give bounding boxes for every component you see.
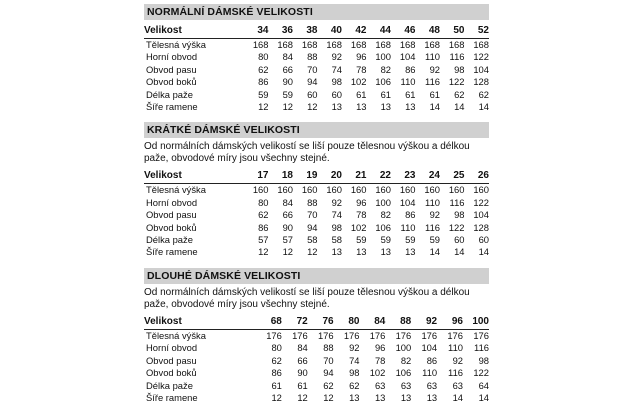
value-cell: 59 [258, 88, 269, 100]
value-cell: 176 [421, 329, 438, 341]
header-label: Velikost [144, 315, 182, 327]
value-cell: 62 [323, 379, 334, 391]
value-cell: 110 [425, 51, 440, 63]
value-cell: 13 [426, 391, 438, 403]
value-cell: 61 [429, 88, 440, 100]
table-row [144, 246, 489, 258]
value-cell: 80 [258, 196, 269, 208]
value-cell: 176 [395, 329, 412, 341]
section-title: DLOUHÉ DÁMSKÉ VELIKOSTI [144, 268, 489, 284]
row-label: Délka paže [146, 88, 193, 100]
value-cell: 104 [473, 63, 489, 75]
value-cell: 84 [282, 196, 293, 208]
value-cell: 60 [307, 88, 318, 100]
size-header-cell: 96 [451, 315, 463, 327]
section-description: Od normálních dámských velikostí se liší pouze tělesnou výškou a délkou paže, obvodové míry jsou všechny stejné. [144, 141, 470, 165]
table-row [144, 51, 489, 63]
value-cell: 160 [424, 184, 440, 196]
value-cell: 78 [356, 209, 367, 221]
value-cell: 104 [473, 209, 489, 221]
value-cell: 62 [454, 88, 465, 100]
size-header-cell: 84 [374, 315, 386, 327]
value-cell: 110 [400, 221, 416, 233]
value-cell: 100 [395, 342, 412, 354]
value-cell: 116 [425, 76, 440, 88]
row-label: Šíře ramene [146, 391, 198, 403]
value-cell: 98 [454, 63, 465, 75]
size-header-cell: 80 [348, 315, 360, 327]
value-cell: 122 [448, 76, 465, 88]
value-cell: 160 [375, 184, 391, 196]
value-cell: 14 [429, 246, 440, 258]
value-cell: 59 [429, 234, 440, 246]
value-cell: 64 [478, 379, 489, 391]
value-cell: 78 [356, 63, 367, 75]
value-cell: 92 [331, 51, 342, 63]
value-cell: 86 [405, 63, 416, 75]
section-normal [144, 4, 489, 113]
table-row [144, 329, 489, 342]
value-cell: 12 [258, 101, 269, 113]
table-row [144, 39, 489, 52]
row-label: Horní obvod [146, 342, 198, 354]
header-label: Velikost [144, 25, 182, 36]
value-cell: 116 [449, 51, 465, 63]
table-row [144, 89, 489, 101]
value-cell: 12 [307, 246, 318, 258]
value-cell: 59 [405, 234, 416, 246]
value-cell: 92 [349, 342, 360, 354]
value-cell: 110 [400, 76, 416, 88]
value-cell: 57 [282, 234, 293, 246]
size-header-cell: 38 [306, 25, 318, 36]
size-header-cell: 46 [404, 25, 416, 36]
value-cell: 98 [331, 76, 342, 88]
value-cell: 96 [356, 51, 367, 63]
size-header-cell: 18 [281, 170, 293, 182]
value-cell: 62 [258, 63, 269, 75]
value-cell: 13 [374, 391, 386, 403]
size-header-cell: 21 [355, 170, 367, 182]
size-header-cell: 50 [453, 25, 465, 36]
value-cell: 104 [421, 342, 438, 354]
value-cell: 60 [331, 88, 342, 100]
value-cell: 98 [454, 209, 465, 221]
value-cell: 13 [400, 391, 412, 403]
value-cell: 168 [301, 39, 318, 50]
value-cell: 168 [375, 39, 391, 50]
value-cell: 86 [426, 354, 438, 366]
value-cell: 106 [375, 76, 391, 88]
value-cell: 176 [292, 329, 308, 341]
value-cell: 102 [350, 221, 367, 233]
value-cell: 176 [317, 329, 334, 341]
value-cell: 80 [258, 51, 269, 63]
value-cell: 80 [271, 342, 282, 354]
size-header-cell: 68 [270, 315, 282, 327]
value-cell: 86 [258, 76, 269, 88]
row-label: Horní obvod [146, 196, 198, 208]
table-row [144, 234, 489, 246]
value-cell: 110 [425, 196, 440, 208]
value-cell: 168 [326, 39, 342, 50]
value-cell: 168 [448, 39, 465, 50]
table-body [144, 314, 489, 404]
value-cell: 88 [307, 196, 318, 208]
row-label: Délka paže [146, 379, 193, 391]
row-label: Horní obvod [146, 51, 198, 63]
value-cell: 13 [380, 246, 391, 258]
value-cell: 160 [252, 184, 269, 196]
size-header-cell: 22 [379, 170, 391, 182]
size-header-cell: 19 [306, 170, 318, 182]
size-header-cell: 34 [257, 25, 269, 36]
value-cell: 160 [326, 184, 342, 196]
section-title: KRÁTKÉ DÁMSKÉ VELIKOSTI [144, 122, 489, 138]
value-cell: 59 [282, 88, 293, 100]
size-header-cell: 36 [281, 25, 293, 36]
value-cell: 66 [282, 209, 293, 221]
value-cell: 61 [405, 88, 416, 100]
value-cell: 160 [350, 184, 367, 196]
value-cell: 74 [331, 209, 342, 221]
header-row [144, 23, 489, 39]
size-table [144, 23, 489, 113]
value-cell: 86 [271, 367, 282, 379]
value-cell: 13 [380, 101, 391, 113]
value-cell: 61 [271, 379, 282, 391]
value-cell: 82 [380, 209, 391, 221]
value-cell: 176 [473, 329, 489, 341]
value-cell: 106 [395, 367, 412, 379]
value-cell: 98 [349, 367, 360, 379]
value-cell: 14 [478, 101, 489, 113]
row-label: Tělesná výška [146, 329, 206, 341]
table-row [144, 184, 489, 197]
value-cell: 176 [369, 329, 386, 341]
value-cell: 116 [449, 196, 465, 208]
size-header-cell: 26 [477, 170, 489, 182]
section-description: Od normálních dámských velikostí se liší pouze tělesnou výškou a délkou paže, obvodové míry jsou všechny stejné. [144, 286, 470, 310]
value-cell: 62 [271, 354, 282, 366]
value-cell: 57 [258, 234, 269, 246]
row-label: Obvod boků [146, 221, 197, 233]
value-cell: 90 [282, 76, 293, 88]
value-cell: 160 [301, 184, 318, 196]
table-row [144, 209, 489, 221]
header-row [144, 168, 489, 184]
value-cell: 168 [350, 39, 367, 50]
value-cell: 100 [375, 51, 391, 63]
size-header-cell: 76 [322, 315, 334, 327]
value-cell: 12 [323, 391, 334, 403]
table-row [144, 367, 489, 379]
value-cell: 92 [429, 209, 440, 221]
value-cell: 13 [331, 246, 342, 258]
value-cell: 62 [258, 209, 269, 221]
size-chart [144, 0, 489, 404]
value-cell: 116 [448, 367, 463, 379]
table-row [144, 197, 489, 209]
table-body [144, 168, 489, 258]
value-cell: 61 [297, 379, 308, 391]
size-header-cell: 42 [355, 25, 367, 36]
value-cell: 62 [349, 379, 360, 391]
value-cell: 13 [356, 101, 367, 113]
value-cell: 94 [307, 221, 318, 233]
section-title: NORMÁLNÍ DÁMSKÉ VELIKOSTI [144, 4, 489, 20]
value-cell: 63 [426, 379, 438, 391]
row-label: Obvod boků [146, 367, 197, 379]
value-cell: 100 [375, 196, 391, 208]
value-cell: 122 [473, 196, 489, 208]
value-cell: 58 [331, 234, 342, 246]
value-cell: 13 [349, 391, 360, 403]
row-label: Obvod pasu [146, 63, 197, 75]
value-cell: 168 [399, 39, 416, 50]
size-header-cell: 17 [257, 170, 269, 182]
value-cell: 176 [343, 329, 360, 341]
value-cell: 14 [478, 246, 489, 258]
size-header-cell: 25 [453, 170, 465, 182]
value-cell: 84 [297, 342, 308, 354]
value-cell: 63 [374, 379, 386, 391]
value-cell: 168 [424, 39, 440, 50]
table-row [144, 380, 489, 392]
value-cell: 92 [429, 63, 440, 75]
value-cell: 78 [374, 354, 386, 366]
value-cell: 12 [258, 246, 269, 258]
table-row [144, 101, 489, 113]
value-cell: 12 [282, 101, 293, 113]
value-cell: 102 [350, 76, 367, 88]
value-cell: 70 [307, 63, 318, 75]
value-cell: 116 [474, 342, 489, 354]
row-label: Šíře ramene [146, 101, 198, 113]
size-header-cell: 44 [379, 25, 391, 36]
table-row [144, 222, 489, 234]
value-cell: 128 [473, 221, 489, 233]
value-cell: 110 [422, 367, 438, 379]
value-cell: 96 [374, 342, 386, 354]
table-row [144, 392, 489, 404]
row-label: Šíře ramene [146, 246, 198, 258]
value-cell: 94 [323, 367, 334, 379]
value-cell: 116 [425, 221, 440, 233]
value-cell: 14 [454, 101, 465, 113]
value-cell: 58 [307, 234, 318, 246]
table-row [144, 64, 489, 76]
value-cell: 160 [277, 184, 293, 196]
value-cell: 84 [282, 51, 293, 63]
value-cell: 122 [473, 51, 489, 63]
size-header-cell: 48 [428, 25, 440, 36]
size-header-cell: 40 [330, 25, 342, 36]
value-cell: 14 [452, 391, 463, 403]
value-cell: 86 [405, 209, 416, 221]
value-cell: 59 [380, 234, 391, 246]
value-cell: 82 [380, 63, 391, 75]
value-cell: 12 [297, 391, 308, 403]
value-cell: 122 [473, 367, 489, 379]
size-header-cell: 92 [426, 315, 438, 327]
value-cell: 60 [478, 234, 489, 246]
value-cell: 176 [447, 329, 463, 341]
value-cell: 104 [399, 196, 416, 208]
value-cell: 122 [448, 221, 465, 233]
value-cell: 176 [266, 329, 282, 341]
row-label: Tělesná výška [146, 39, 206, 50]
value-cell: 104 [399, 51, 416, 63]
value-cell: 106 [375, 221, 391, 233]
table-row [144, 355, 489, 367]
size-header-cell: 100 [472, 315, 489, 327]
value-cell: 66 [282, 63, 293, 75]
size-table [144, 314, 489, 404]
value-cell: 66 [297, 354, 308, 366]
value-cell: 14 [454, 246, 465, 258]
table-row [144, 342, 489, 354]
section-long [144, 268, 489, 404]
value-cell: 12 [307, 101, 318, 113]
value-cell: 98 [478, 354, 489, 366]
row-label: Obvod pasu [146, 354, 197, 366]
value-cell: 96 [356, 196, 367, 208]
size-header-cell: 88 [400, 315, 412, 327]
value-cell: 92 [331, 196, 342, 208]
value-cell: 61 [380, 88, 391, 100]
value-cell: 13 [405, 101, 416, 113]
value-cell: 88 [307, 51, 318, 63]
value-cell: 70 [307, 209, 318, 221]
value-cell: 13 [356, 246, 367, 258]
value-cell: 12 [271, 391, 282, 403]
value-cell: 92 [452, 354, 463, 366]
value-cell: 160 [473, 184, 489, 196]
value-cell: 63 [400, 379, 412, 391]
value-cell: 160 [399, 184, 416, 196]
size-header-cell: 52 [477, 25, 489, 36]
value-cell: 88 [323, 342, 334, 354]
value-cell: 13 [405, 246, 416, 258]
value-cell: 74 [349, 354, 360, 366]
table-row [144, 76, 489, 88]
value-cell: 90 [282, 221, 293, 233]
value-cell: 12 [282, 246, 293, 258]
row-label: Tělesná výška [146, 184, 206, 196]
size-header-cell: 24 [428, 170, 440, 182]
value-cell: 60 [454, 234, 465, 246]
size-table [144, 168, 489, 258]
value-cell: 94 [307, 76, 318, 88]
value-cell: 59 [356, 234, 367, 246]
section-short [144, 122, 489, 258]
value-cell: 13 [331, 101, 342, 113]
size-header-cell: 20 [330, 170, 342, 182]
size-header-cell: 23 [404, 170, 416, 182]
value-cell: 86 [258, 221, 269, 233]
value-cell: 63 [452, 379, 463, 391]
value-cell: 70 [323, 354, 334, 366]
value-cell: 14 [429, 101, 440, 113]
value-cell: 168 [473, 39, 489, 50]
value-cell: 98 [331, 221, 342, 233]
header-row [144, 314, 489, 330]
value-cell: 168 [277, 39, 293, 50]
value-cell: 82 [400, 354, 412, 366]
value-cell: 61 [356, 88, 367, 100]
value-cell: 128 [473, 76, 489, 88]
table-body [144, 23, 489, 113]
value-cell: 62 [478, 88, 489, 100]
row-label: Obvod pasu [146, 209, 197, 221]
row-label: Obvod boků [146, 76, 197, 88]
value-cell: 160 [448, 184, 465, 196]
value-cell: 74 [331, 63, 342, 75]
row-label: Délka paže [146, 234, 193, 246]
size-header-cell: 72 [296, 315, 308, 327]
value-cell: 110 [448, 342, 463, 354]
value-cell: 90 [297, 367, 308, 379]
header-label: Velikost [144, 170, 182, 182]
value-cell: 102 [369, 367, 386, 379]
value-cell: 168 [252, 39, 269, 50]
value-cell: 14 [478, 391, 489, 403]
